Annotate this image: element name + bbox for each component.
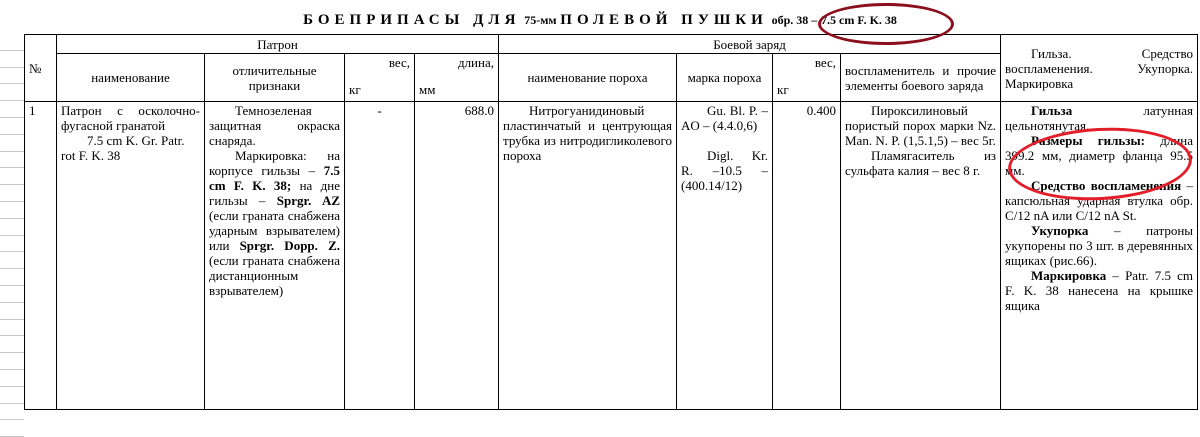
row-igniter-cell: [841, 102, 1001, 410]
row-name-main: Патрон с осколочно-фугасной гранатой: [61, 103, 200, 133]
title-part-4: обр. 38 –: [771, 13, 818, 27]
row-charge-weight: 0.400: [773, 102, 841, 410]
header-powder-name: наименование пороха: [499, 54, 677, 102]
row-sleeve-3-bold: Средство воспламенения: [1031, 178, 1182, 193]
header-name: наименование: [57, 54, 205, 102]
header-weight-bottom: кг: [349, 82, 361, 97]
header-length-top: длина,: [457, 55, 494, 70]
row-powder-mark-cell: [677, 102, 773, 410]
title-part-5: 7.5 cm F. K. 38: [821, 13, 897, 27]
row-num: 1: [25, 102, 57, 410]
header-length-bottom: мм: [419, 82, 436, 97]
row-name-german: 7.5 cm K. Gr. Patr. rot F. K. 38: [61, 133, 185, 163]
row-sleeve-2: длина 399.2 мм, диаметр фланца 95.5 мм.: [1005, 133, 1194, 178]
row-powder-mark-2: Digl. Kr. R. –10.5 – (400.14/12): [681, 148, 768, 193]
header-powder-mark: марка пороха: [677, 54, 773, 102]
row-sleeve-2-bold: Размеры гильзы:: [1031, 133, 1146, 148]
table-row: [25, 102, 1198, 410]
header-sleeve-group: Гильза. Средство воспламенения. Укупорка. Маркировка: [1001, 35, 1198, 102]
row-powder-name: Нитрогуанидиновый пластинчатый и центрующая трубка из нитродигликолевого пороха: [499, 102, 677, 410]
row-sleeve-5: – Patr. 7.5 cm F. K. 38 нанесена на крышке ящика: [1005, 268, 1194, 313]
title-part-1: БОЕПРИПАСЫ ДЛЯ: [303, 12, 521, 28]
row-sleeve-1-bold: Гильза: [1031, 103, 1073, 118]
row-sleeve-4: – патроны укупорены по 3 шт. в деревянных ящиках (рис.66).: [1005, 223, 1194, 268]
row-sleeve-4-bold: Укупорка: [1031, 223, 1089, 238]
row-features-6: (если граната снабжена ударным взрывателем) или: [209, 208, 340, 253]
row-igniter-1: Пироксилиновый пористый порох марки Nz. Man. N. P. (1,5.1,5) – вес 5г.: [845, 103, 997, 148]
row-features-2: Маркировка: на корпусе гильзы –: [209, 148, 340, 178]
row-features-cell: [205, 102, 345, 410]
row-gutter: [0, 34, 24, 415]
row-sleeve-cell: [1001, 102, 1198, 410]
header-igniter: воспламенитель и прочие элементы боевого заряда: [841, 54, 1001, 102]
header-charge-weight-bottom: кг: [777, 82, 789, 97]
row-powder-mark-1: Gu. Bl. P. – AO – (4.4.0,6): [681, 103, 768, 133]
ammunition-table: [24, 34, 1198, 410]
row-features-4: на дне гильзы –: [209, 178, 340, 208]
header-weight-top: вес,: [388, 55, 410, 70]
page-title: [0, 12, 1200, 29]
row-weight: -: [345, 102, 415, 410]
title-part-2: 75-мм: [524, 13, 557, 27]
header-row-group: [25, 35, 1198, 54]
row-name-cell: [57, 102, 205, 410]
row-sleeve-3: – капсюльная ударная втулка обр. C/12 nA или C/12 nA St.: [1005, 178, 1194, 223]
row-sleeve-1: латунная цельнотянутая.: [1005, 103, 1194, 133]
row-features-5: Sprgr. AZ: [276, 193, 341, 208]
header-cartridge-group: Патрон: [57, 35, 499, 54]
row-sleeve-5-bold: Маркировка: [1031, 268, 1107, 283]
row-features-1: Темнозеленая защитная окраска снаряда.: [209, 103, 340, 148]
header-charge-weight: [773, 54, 841, 102]
row-igniter-2: Пламягаситель из сульфата калия – вес 8 г.: [845, 148, 997, 178]
row-features-7: Sprgr. Dopp. Z.: [239, 238, 340, 253]
header-length: [415, 54, 499, 102]
header-num: №: [25, 35, 57, 102]
row-length: 688.0: [415, 102, 499, 410]
header-features: отличительные признаки: [205, 54, 345, 102]
header-weight: [345, 54, 415, 102]
header-charge-group: Боевой заряд: [499, 35, 1001, 54]
row-features-8: (если граната снабжена дистанционным взрывателем): [209, 253, 340, 298]
header-charge-weight-top: вес,: [814, 55, 836, 70]
title-part-3: ПОЛЕВОЙ ПУШКИ: [560, 12, 768, 28]
row-features-3: 7.5 cm F. K. 38;: [209, 163, 341, 193]
